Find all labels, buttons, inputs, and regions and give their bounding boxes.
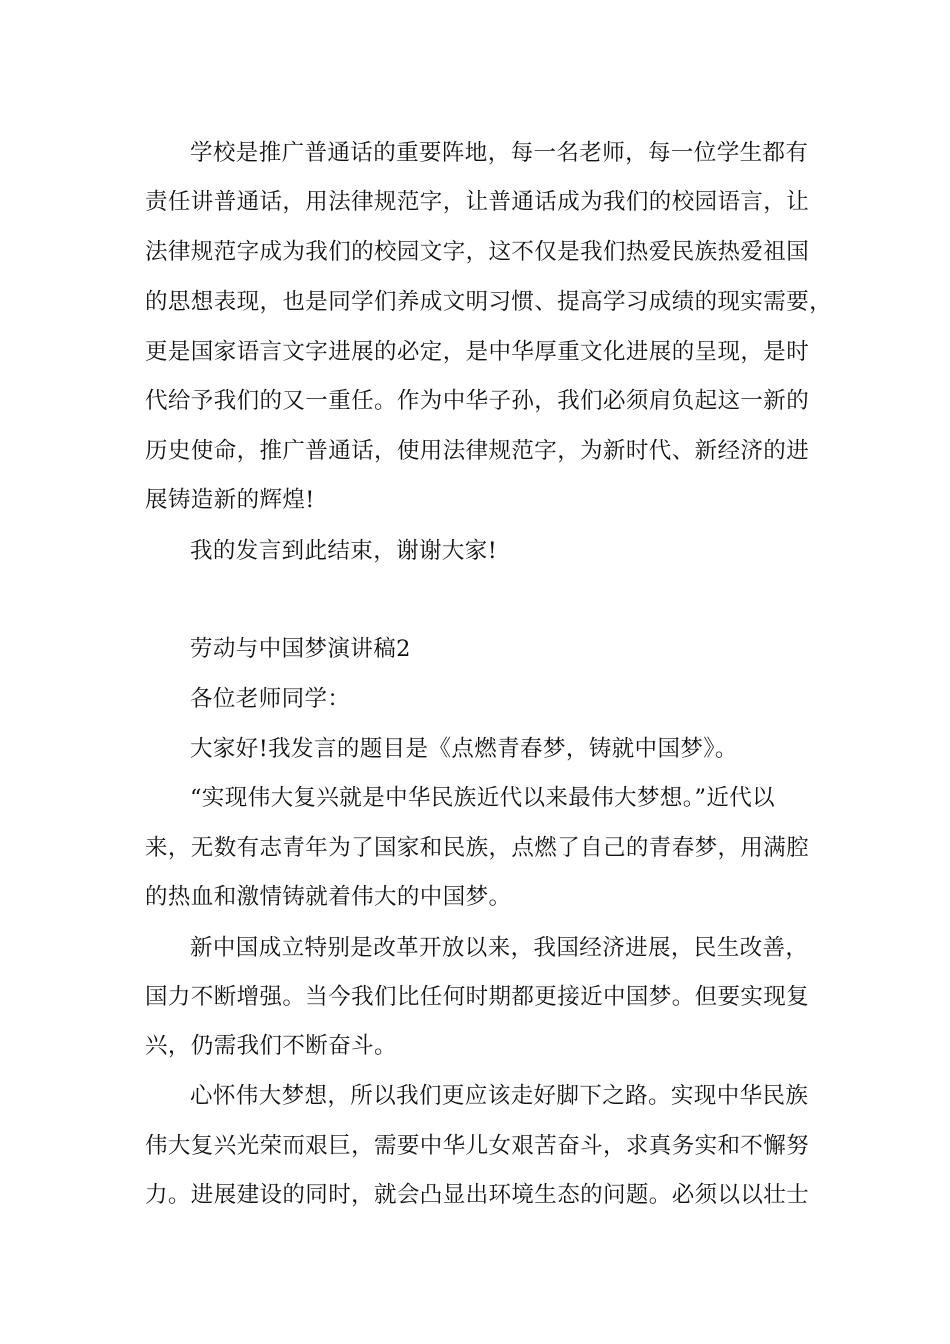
closing-remark: 我的发言到此结束，谢谢大家! [190,538,498,564]
text-line: 历史使命，推广普通话，使用法律规范字，为新时代、新经济的进 [145,438,810,464]
text-line: 代给予我们的又一重任。作为中华子孙，我们必须肩负起这一新的 [145,388,810,414]
text-line: 力。进展建设的同时，就会凸显出环境生态的问题。必须以以壮士 [145,1182,810,1208]
text-line: 心怀伟大梦想，所以我们更应该走好脚下之路。实现中华民族 [190,1083,809,1109]
text-line: 学校是推广普通话的重要阵地，每一名老师，每一位学生都有 [190,140,809,166]
text-line: 的热血和激情铸就着伟大的中国梦。 [145,884,512,910]
text-line: 大家好!我发言的题目是《点燃青春梦，铸就中国梦》。 [190,736,738,762]
text-line: 展铸造新的辉煌! [145,487,315,513]
text-line: 伟大复兴光荣而艰巨，需要中华儿女艰苦奋斗，求真务实和不懈努 [145,1133,810,1159]
text-line: 新中国成立特别是改革开放以来，我国经济进展，民生改善， [190,935,809,961]
text-line: 兴，仍需我们不断奋斗。 [145,1033,397,1059]
text-line: 国力不断增强。当今我们比任何时期都更接近中国梦。但要实现复 [145,984,810,1010]
section-title: 劳动与中国梦演讲稿2 [190,636,411,662]
text-line: 更是国家语言文字进展的必定，是中华厚重文化进展的呈现，是时 [145,339,810,365]
text-line: 来，无数有志青年为了国家和民族，点燃了自己的青春梦，用满腔 [145,835,810,861]
text-line: “实现伟大复兴就是中华民族近代以来最伟大梦想。”近代以 [190,785,776,811]
text-line: 的思想表现，也是同学们养成文明习惯、提高学习成绩的现实需要， [145,289,833,315]
salutation: 各位老师同学： [190,686,351,712]
text-line: 法律规范字成为我们的校园文字，这不仅是我们热爱民族热爱祖国 [145,239,810,265]
text-line: 责任讲普通话，用法律规范字，让普通话成为我们的校园语言，让 [145,189,810,215]
